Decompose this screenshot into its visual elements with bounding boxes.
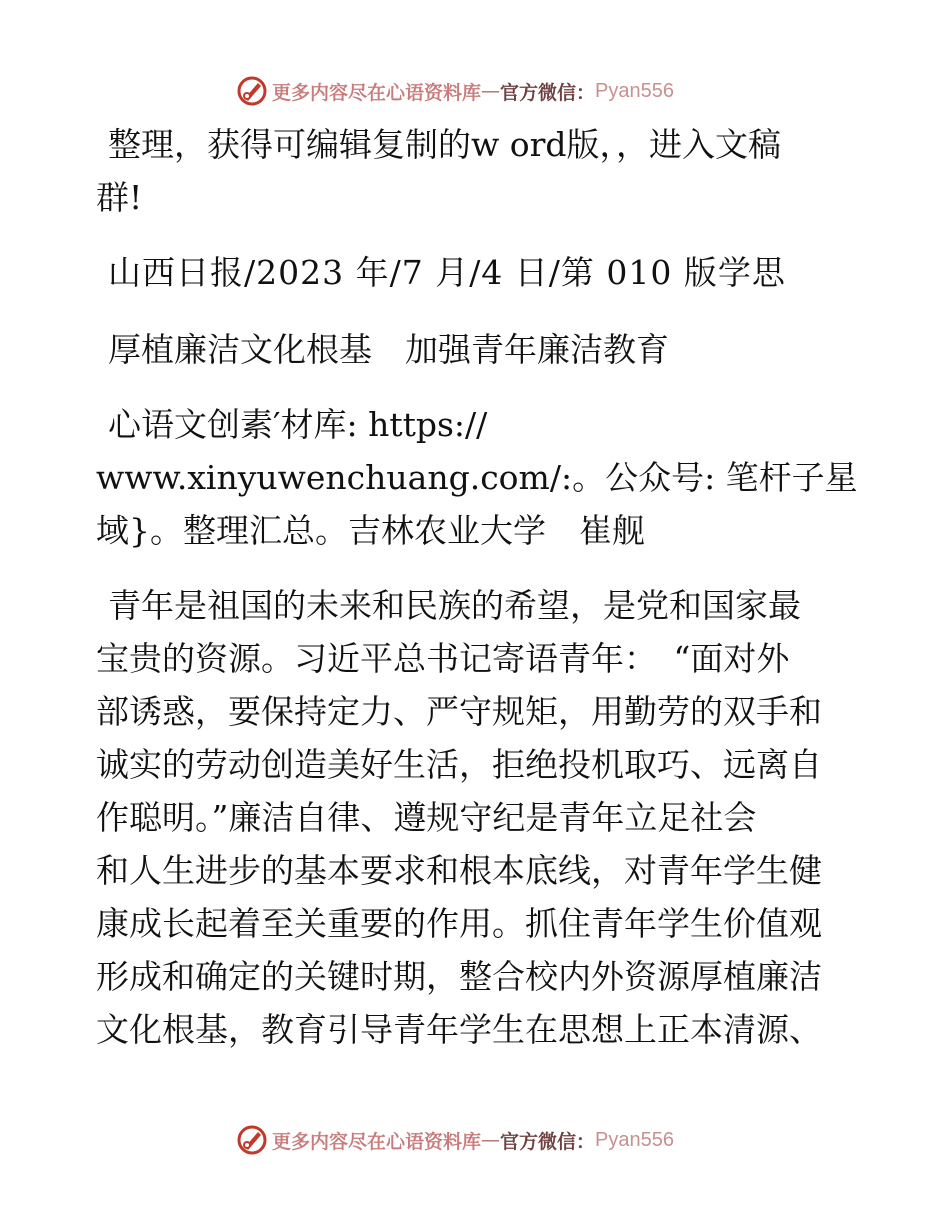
banner-separator: —	[481, 1129, 501, 1151]
body-line: 诚实的劳动创造美好生活，拒绝投机取巧、远离自	[96, 745, 822, 784]
body-line: 青年是祖国的未来和民族的希望，是党和国家最	[108, 586, 801, 625]
body-line: 和人生进步的基本要求和根本底线，对青年学生健	[96, 851, 822, 890]
source-paragraph	[96, 398, 856, 557]
article-title: 厚植廉洁文化根基 加强青年廉洁教育	[108, 330, 669, 369]
banner-wechat-label: 官方微信：	[500, 81, 596, 104]
banner-wechat-id: Pyan556	[595, 79, 674, 102]
body-line: 康成长起着至关重要的作用。抓住青年学生价值观	[96, 904, 822, 943]
pen-logo-icon	[236, 75, 268, 107]
source-line: www.xinyuwenchuang.com/:。公众号: 笔杆子星	[96, 458, 858, 497]
footer-banner	[236, 1121, 674, 1159]
body-line: 文化根基，教育引导青年学生在思想上正本清源、	[96, 1010, 822, 1049]
document-body	[96, 118, 856, 1056]
header-banner	[236, 72, 674, 110]
source-line: 域}。整理汇总。吉林农业大学 崔舰	[96, 511, 645, 550]
banner-wechat-label: 官方微信：	[500, 1130, 596, 1153]
banner-main-text: 更多内容尽在心语资料库	[272, 81, 482, 104]
intro-line: 整理，获得可编辑复制的w ord版，，进入文稿	[108, 125, 782, 164]
pen-logo-icon	[236, 1124, 268, 1156]
date-line: 山西日报/2023 年/7 月/4 日/第 010 版学思	[108, 253, 786, 292]
banner-main-text: 更多内容尽在心语资料库	[272, 1130, 482, 1153]
intro-paragraph	[96, 118, 856, 224]
banner-separator: —	[481, 80, 501, 102]
body-line: 作聪明。”廉洁自律、遵规守纪是青年立足社会	[96, 798, 757, 837]
intro-line: 群!	[96, 178, 143, 217]
body-line: 宝贵的资源。习近平总书记寄语青年： “面对外	[96, 639, 790, 678]
body-line: 形成和确定的关键时期，整合校内外资源厚植廉洁	[96, 957, 822, 996]
banner-wechat-id: Pyan556	[595, 1128, 674, 1151]
source-line: 心语文创素′材库: https://	[108, 405, 488, 444]
body-paragraph	[96, 579, 856, 1056]
body-line: 部诱惑，要保持定力、严守规矩，用勤劳的双手和	[96, 692, 822, 731]
